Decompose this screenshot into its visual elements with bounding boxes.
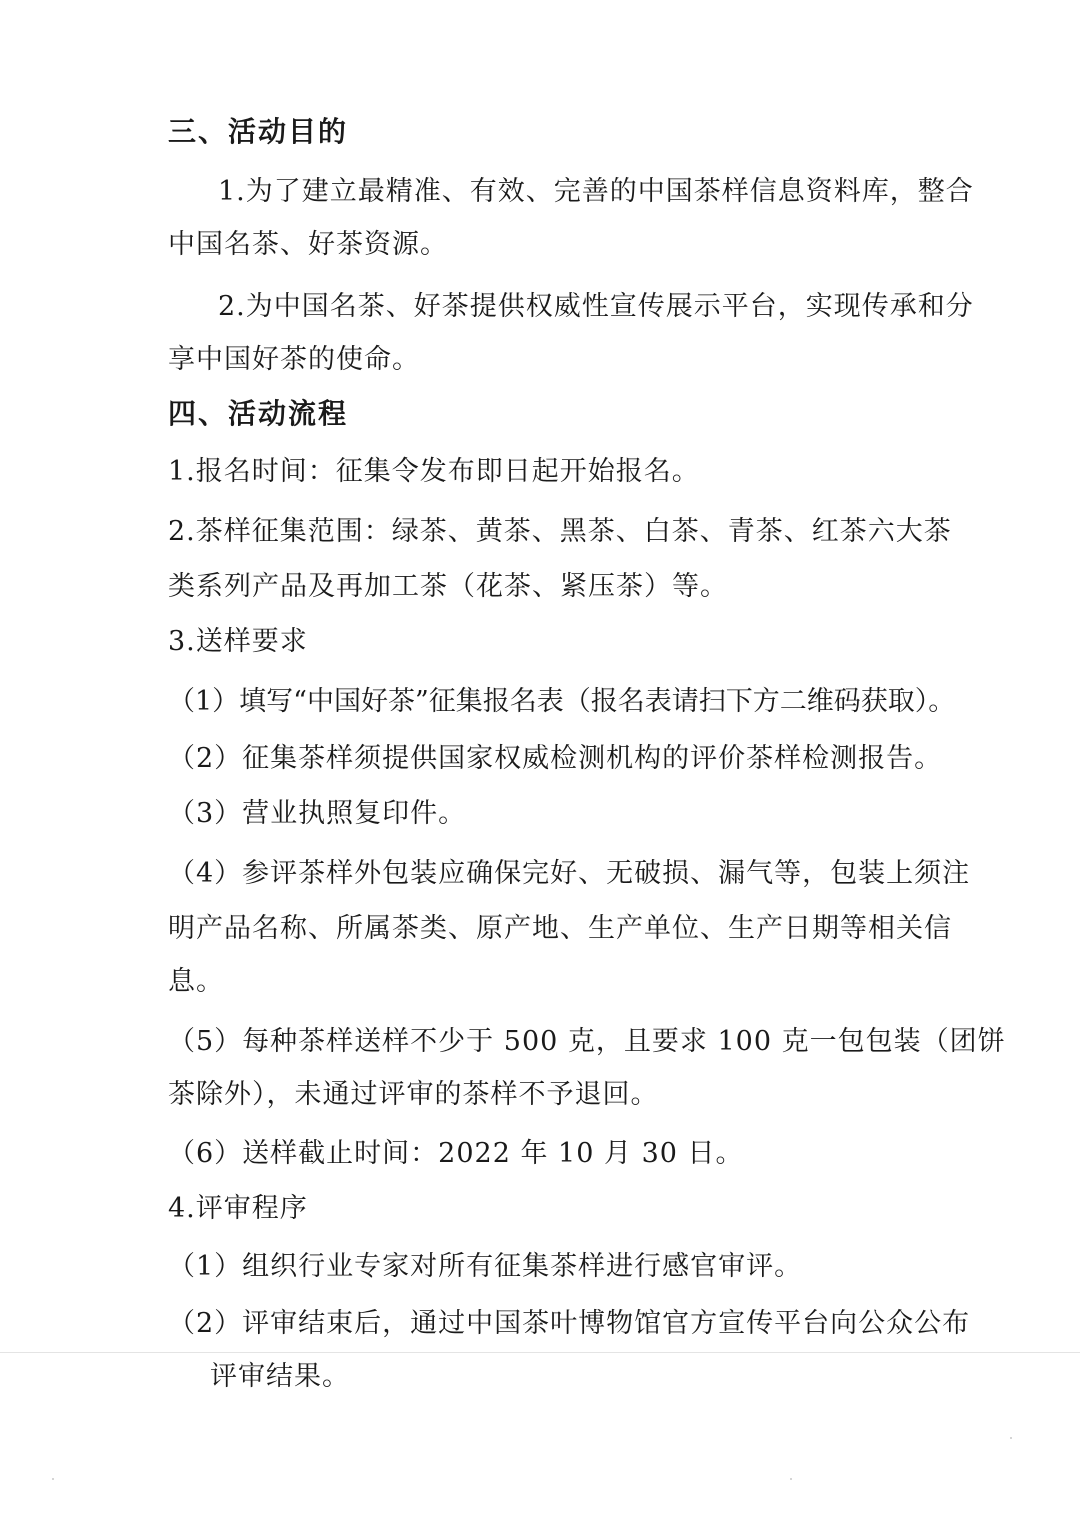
purpose-item-2-line-1: 2.为中国名茶、好茶提供权威性宣传展示平台，实现传承和分 <box>218 291 974 322</box>
section-heading-purpose: 三、活动目的 <box>168 115 349 148</box>
registration-time: 1.报名时间：征集令发布即日起开始报名。 <box>168 456 700 487</box>
requirement-2: （2）征集茶样须提供国家权威检测机构的评价茶样检测报告。 <box>168 743 943 774</box>
scan-speck <box>52 1478 54 1480</box>
purpose-item-1-line-1: 1.为了建立最精准、有效、完善的中国茶样信息资料库，整合 <box>218 176 974 207</box>
review-procedure-title: 4.评审程序 <box>168 1193 308 1224</box>
scan-speck <box>1010 1437 1012 1439</box>
requirement-4-line-3: 息。 <box>168 966 224 997</box>
scan-speck <box>790 1478 792 1480</box>
requirement-6: （6）送样截止时间：2022 年 10 月 30 日。 <box>168 1138 744 1169</box>
purpose-item-2-line-2: 享中国好茶的使命。 <box>168 344 420 375</box>
review-step-1: （1）组织行业专家对所有征集茶样进行感官审评。 <box>168 1251 803 1282</box>
requirement-4-line-2: 明产品名称、所属茶类、原产地、生产单位、生产日期等相关信 <box>168 913 952 944</box>
review-step-2-line-2: 评审结果。 <box>210 1361 350 1392</box>
requirement-3: （3）营业执照复印件。 <box>168 798 467 829</box>
sample-requirements-title: 3.送样要求 <box>168 626 308 657</box>
requirement-4-line-1: （4）参评茶样外包装应确保完好、无破损、漏气等，包装上须注 <box>168 858 971 889</box>
review-step-2-line-1: （2）评审结束后，通过中国茶叶博物馆官方宣传平台向公众公布 <box>168 1308 971 1339</box>
scan-seam <box>0 1352 1080 1353</box>
section-heading-process: 四、活动流程 <box>168 397 349 430</box>
collection-scope-line-2: 类系列产品及再加工茶（花茶、紧压茶）等。 <box>168 571 728 602</box>
requirement-1: （1）填写“中国好茶”征集报名表（报名表请扫下方二维码获取）。 <box>168 686 956 717</box>
requirement-5-line-1: （5）每种茶样送样不少于 500 克，且要求 100 克一包包装（团饼 <box>168 1026 1006 1057</box>
purpose-item-1-line-2: 中国名茶、好茶资源。 <box>168 229 448 260</box>
requirement-5-line-2: 茶除外），未通过评审的茶样不予退回。 <box>168 1079 659 1110</box>
collection-scope-line-1: 2.茶样征集范围：绿茶、黄茶、黑茶、白茶、青茶、红茶六大茶 <box>168 516 952 547</box>
